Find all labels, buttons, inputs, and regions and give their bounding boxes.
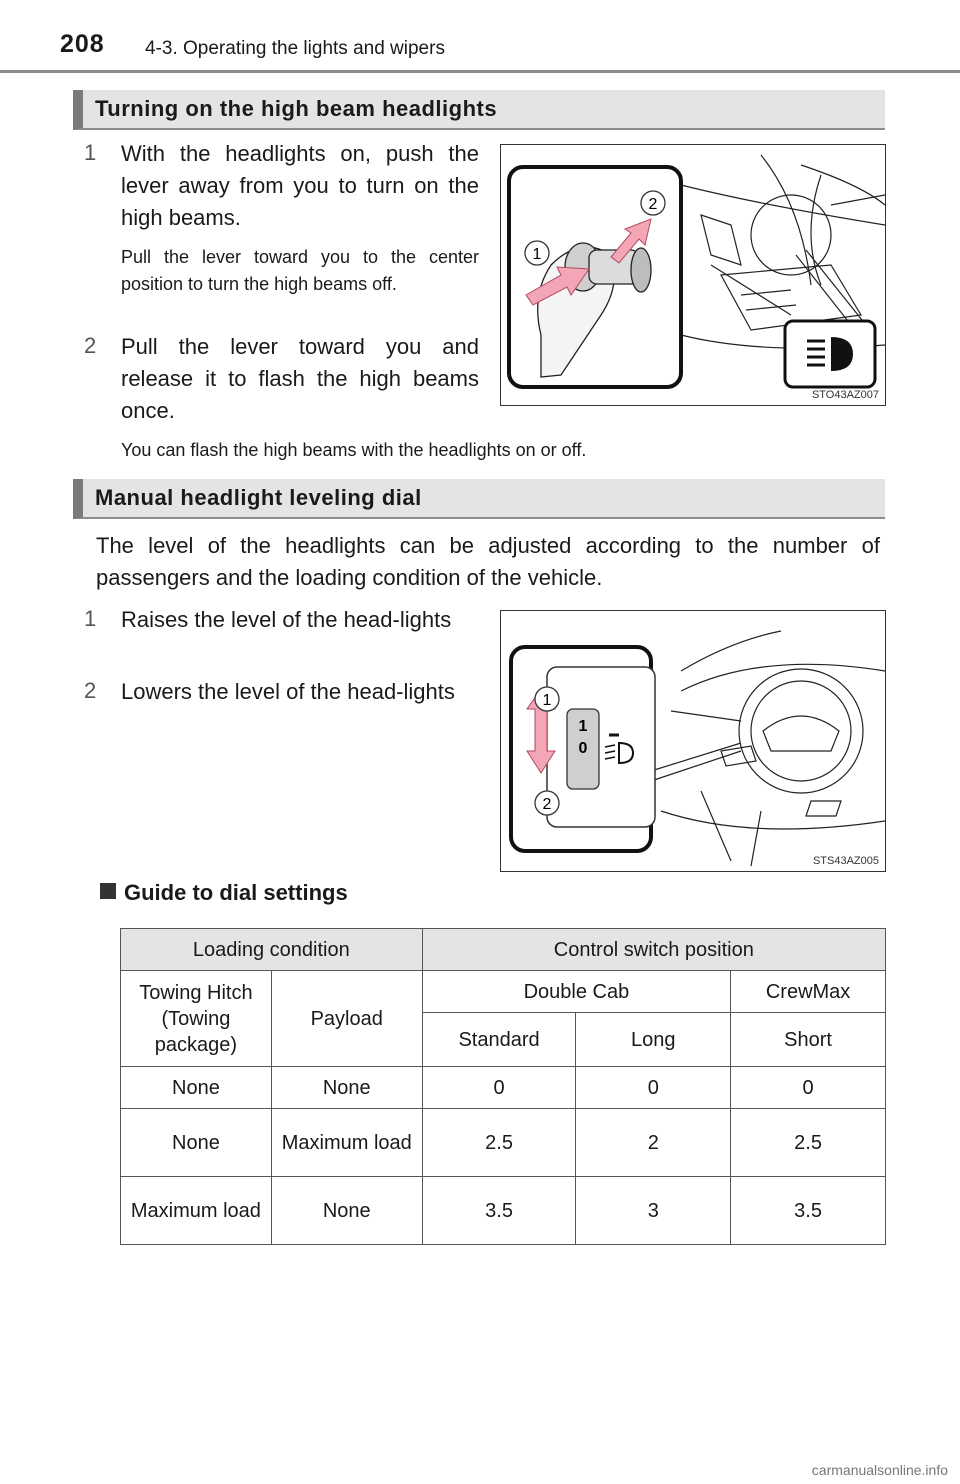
step-number: 2 [84, 333, 97, 358]
cell-short: 2.5 [731, 1109, 886, 1177]
chapter-title: 4-3. Operating the lights and wipers [145, 38, 445, 59]
table-row [121, 1067, 886, 1109]
dial-diagram-svg [501, 611, 885, 871]
table-row [121, 1109, 886, 1177]
table-row [121, 1177, 886, 1245]
leveling-dial-illustration [500, 610, 886, 872]
high-beam-lever-illustration [500, 144, 886, 406]
step-2-note: You can flash the high beams with the headlights on or off. [121, 440, 587, 460]
fig-label: 1 [542, 692, 552, 709]
header-control-switch: Control switch position [422, 929, 885, 971]
header-long: Long [576, 1013, 731, 1067]
page-number: 208 [60, 30, 105, 58]
dial-settings-table [120, 928, 886, 1245]
fig-label: 2 [648, 196, 658, 213]
cell-long: 3 [576, 1177, 731, 1245]
raise-level-text: Raises the level of the head-lights [121, 607, 452, 632]
lower-level-text: Lowers the level of the head-lights [121, 679, 455, 704]
cell-long: 2 [576, 1109, 731, 1177]
cell-long: 0 [576, 1067, 731, 1109]
step-number: 1 [84, 606, 97, 631]
cell-towing: Maximum load [121, 1177, 272, 1245]
square-bullet-icon [100, 883, 116, 899]
dial-mark: 0 [578, 740, 588, 757]
cell-towing: None [121, 1067, 272, 1109]
cell-short: 0 [731, 1067, 886, 1109]
dial-mark: 1 [578, 718, 588, 735]
section-header-leveling-dial [73, 479, 885, 519]
cell-standard: 2.5 [422, 1109, 576, 1177]
cell-payload: None [271, 1067, 422, 1109]
fig-label: 1 [532, 246, 542, 263]
section-title: Turning on the high beam headlights [95, 96, 498, 121]
cell-standard: 3.5 [422, 1177, 576, 1245]
step-1-text: With the headlights on, push the lever away from you to turn on the high beams. [121, 141, 479, 230]
header-loading-condition: Loading condition [121, 929, 423, 971]
lever-diagram-svg [501, 145, 885, 405]
figure-code: STS43AZ005 [812, 855, 879, 867]
cell-payload: Maximum load [271, 1109, 422, 1177]
guide-title: Guide to dial settings [124, 880, 348, 905]
header-crewmax: CrewMax [731, 971, 886, 1013]
leveling-intro: The level of the headlights can be adjusted according to the number of passengers and the loading condition of the vehicle. [96, 533, 880, 590]
section-header-high-beam [73, 90, 885, 130]
header-double-cab: Double Cab [422, 971, 730, 1013]
step-number: 2 [84, 678, 97, 703]
footer-watermark: carmanualsonline.info [811, 1462, 948, 1478]
cell-towing: None [121, 1109, 272, 1177]
header-rule [0, 70, 960, 73]
fig-label: 2 [542, 796, 552, 813]
cell-standard: 0 [422, 1067, 576, 1109]
cell-payload: None [271, 1177, 422, 1245]
guide-heading [100, 880, 348, 906]
table-header-row [121, 971, 886, 1013]
header-towing-hitch: Towing Hitch (Towing package) [121, 971, 272, 1067]
step-2-text: Pull the lever toward you and release it to flash the high beams once. [121, 334, 479, 423]
header-short: Short [731, 1013, 886, 1067]
header-payload: Payload [271, 971, 422, 1067]
step-1-note: Pull the lever toward you to the center position to turn the high beams off. [121, 247, 479, 294]
step-number: 1 [84, 140, 97, 165]
cell-short: 3.5 [731, 1177, 886, 1245]
header-standard: Standard [422, 1013, 576, 1067]
figure-code: STO43AZ007 [811, 389, 879, 401]
section-title: Manual headlight leveling dial [95, 485, 422, 510]
table-header-row [121, 929, 886, 971]
